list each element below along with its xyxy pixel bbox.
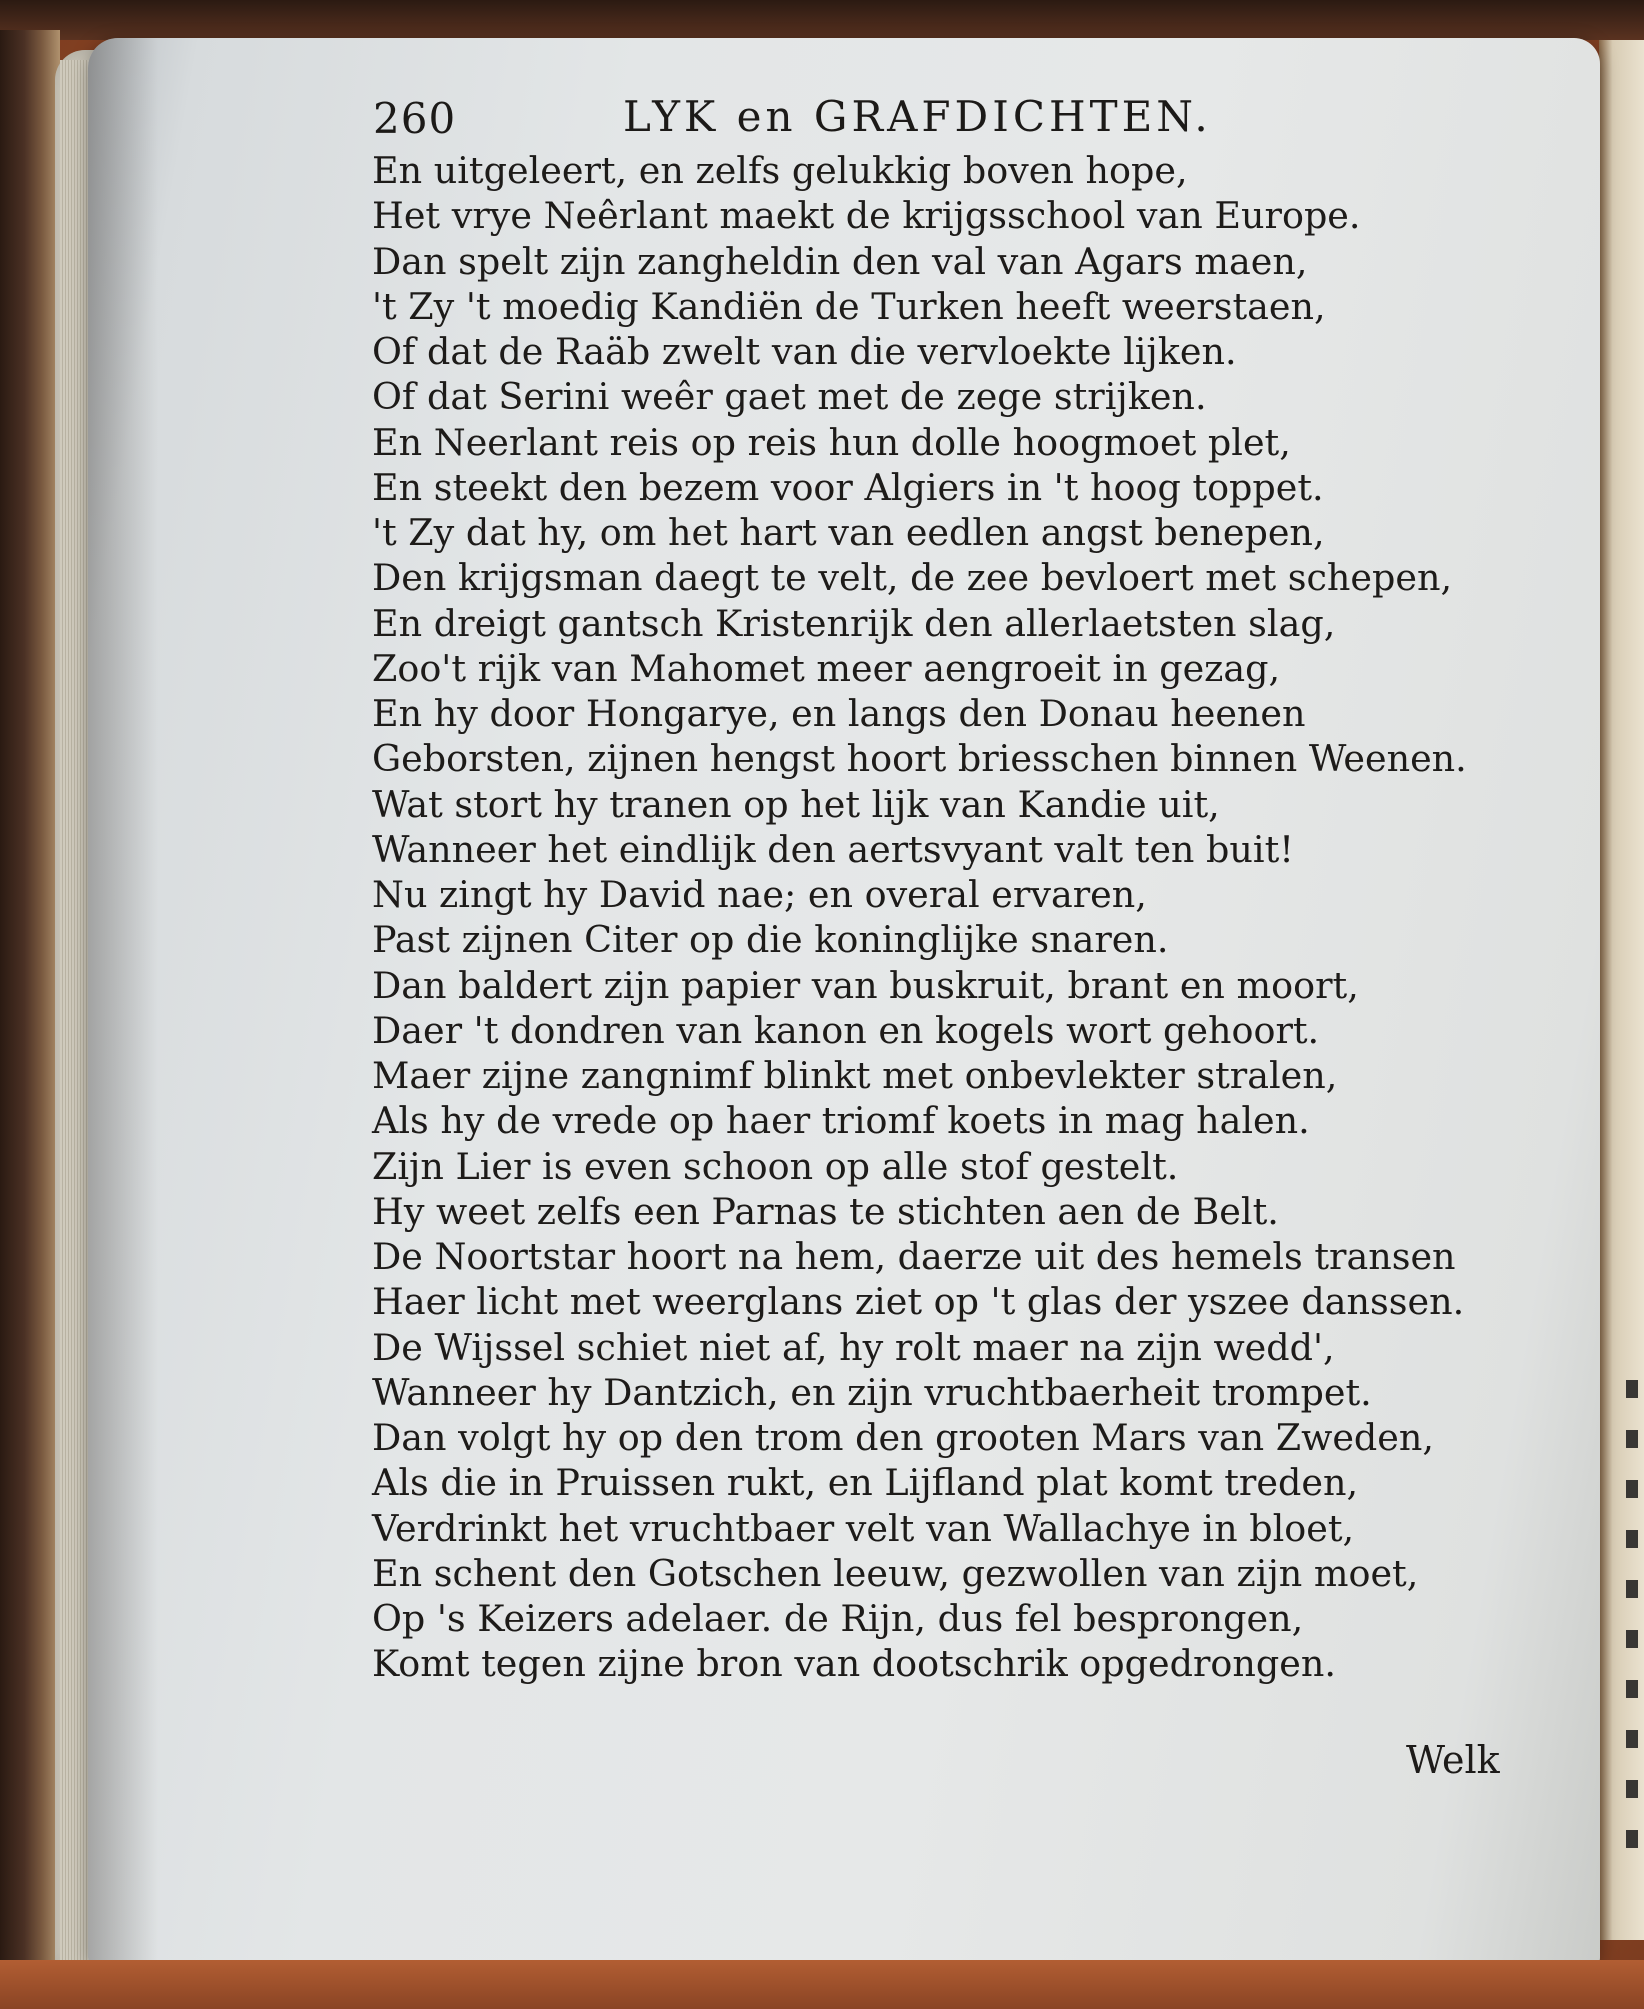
poem-line: Den krijgsman daegt te velt, de zee bevloert met schepen, (372, 556, 1453, 600)
poem-line: De Wijssel schiet niet af, hy rolt maer na zijn wedd', (372, 1325, 1335, 1369)
background-bottom (0, 1960, 1644, 2009)
running-title: LYK en GRAFDICHTEN. (623, 92, 1212, 141)
book-spine (0, 30, 60, 2009)
poem-line: Daer 't dondren van kanon en kogels wort gehoort. (372, 1008, 1320, 1052)
poem-line: Of dat de Raäb zwelt van die vervloekte lijken. (372, 330, 1237, 373)
page-number: 260 (373, 94, 457, 143)
gutter-shadow (88, 38, 158, 1963)
poem-line: Als die in Pruissen rukt, en Lijfland plat komt treden, (372, 1461, 1359, 1505)
poem-line: Dan volgt hy op den trom den grooten Mars van Zweden, (372, 1416, 1434, 1459)
poem-line: Verdrinkt het vruchtbaer velt van Wallachye in bloet, (372, 1506, 1355, 1550)
poem-line: Het vrye Neêrlant maekt de krijgsschool van Europe. (372, 194, 1361, 238)
poem-line: Dan spelt zijn zangheldin den val van Agars maen, (372, 239, 1308, 283)
poem-line: Nu zingt hy David nae; en overal ervaren, (372, 873, 1147, 916)
poem-line: Wat stort hy tranen op het lijk van Kandie uit, (372, 782, 1220, 826)
poem-line: Of dat Serini weêr gaet met de zege strijken. (372, 375, 1207, 419)
poem-text (372, 148, 1512, 1687)
poem-line: Komt tegen zijne bron van dootschrik opgedrongen. (372, 1642, 1336, 1686)
poem-line: Als hy de vrede op haer triomf koets in mag halen. (372, 1099, 1310, 1143)
poem-line: Zijn Lier is even schoon op alle stof gestelt. (372, 1144, 1179, 1188)
poem-line: Hy weet zelfs een Parnas te stichten aen de Belt. (372, 1189, 1279, 1233)
poem-line: Dan baldert zijn papier van buskruit, brant en moort, (372, 963, 1359, 1007)
page-header (373, 94, 1303, 154)
poem-line: En schent den Gotschen leeuw, gezwollen van zijn moet, (372, 1551, 1419, 1595)
poem-line: En Neerlant reis op reis hun dolle hoogmoet plet, (372, 420, 1291, 464)
poem-line: Wanneer hy Dantzich, en zijn vruchtbaerheit trompet. (372, 1370, 1372, 1414)
poem-line: En hy door Hongarye, en langs den Donau heenen (372, 692, 1306, 735)
poem-line: En steekt den bezem voor Algiers in 't hoog toppet. (372, 465, 1324, 509)
background-top (0, 0, 1644, 40)
poem-line: De Noortstar hoort na hem, daerze uit des hemels transen (372, 1235, 1456, 1278)
poem-line: Wanneer het eindlijk den aertsvyant valt ten buit! (372, 827, 1294, 871)
poem-line: Haer licht met weerglans ziet op 't glas der yszee danssen. (372, 1280, 1465, 1324)
facing-page-text-marks (1626, 1380, 1638, 1850)
poem-line: 't Zy 't moedig Kandiën de Turken heeft weerstaen, (372, 284, 1326, 328)
poem-line: Past zijnen Citer op die koninglijke snaren. (372, 918, 1169, 962)
poem-line: En dreigt gantsch Kristenrijk den allerlaetsten slag, (372, 601, 1336, 645)
poem-line: Zoo't rijk van Mahomet meer aengroeit in gezag, (372, 646, 1281, 690)
catchword: Welk (1406, 1738, 1500, 1782)
poem-line: Op 's Keizers adelaer. de Rijn, dus fel besprongen, (372, 1597, 1304, 1640)
poem-line: En uitgeleert, en zelfs gelukkig boven hope, (372, 149, 1188, 192)
poem-line: 't Zy dat hy, om het hart van eedlen angst benepen, (372, 511, 1325, 554)
poem-line: Maer zijne zangnimf blinkt met onbevlekter stralen, (372, 1054, 1338, 1097)
poem-line: Geborsten, zijnen hengst hoort briesschen binnen Weenen. (372, 737, 1467, 781)
